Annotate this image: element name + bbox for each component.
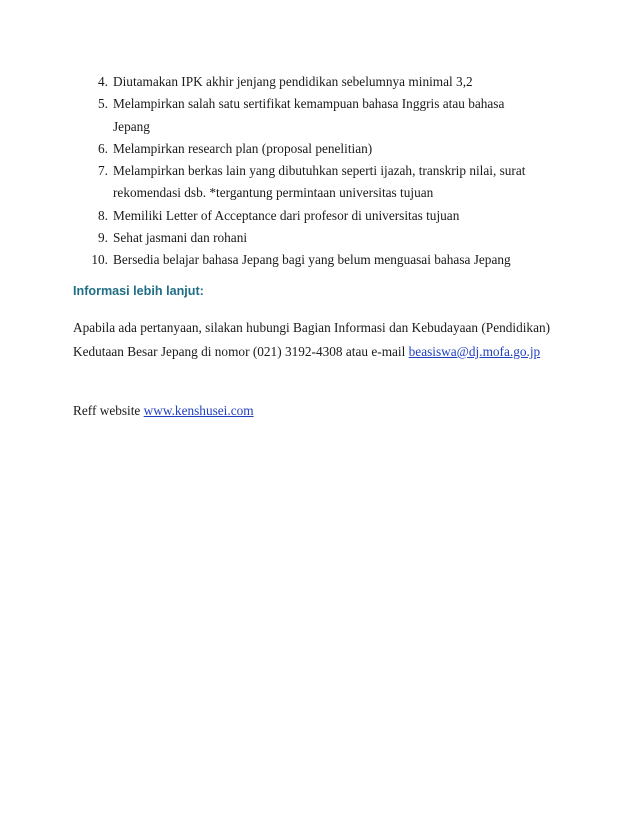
list-item (0, 160, 638, 205)
list-item-number: 8. (98, 207, 108, 223)
list-item-text: Diutamakan IPK akhir jenjang pendidikan sebelumnya minimal 3,2 (113, 74, 473, 89)
list-item (0, 71, 638, 93)
list-item-number: 5. (98, 96, 108, 112)
list-item-text: Melampirkan berkas lain yang dibutuhkan seperti ijazah, transkrip nilai, surat rekomendasi dsb. *tergantung permintaan universitas tujuan (113, 163, 526, 201)
list-item-text: Melampirkan research plan (proposal penelitian) (113, 140, 373, 156)
contact-paragraph (73, 316, 593, 364)
contact-line-1: Apabila ada pertanyaan, silakan hubungi Bagian Informasi dan Kebudayaan (Pendidikan) (73, 320, 551, 335)
website-link[interactable]: www.kenshusei.com (143, 403, 254, 418)
requirements-list (0, 71, 638, 272)
list-item-number: 10. (91, 252, 108, 268)
list-item (0, 138, 638, 160)
list-item-text: Melampirkan salah satu sertifikat kemampuan bahasa Inggris atau bahasa Jepang (113, 96, 505, 134)
list-item-text: Sehat jasmani dan rohani (113, 230, 248, 246)
list-item-text: Memiliki Letter of Acceptance dari profesor di universitas tujuan (113, 207, 460, 223)
list-item-number: 6. (98, 140, 108, 156)
list-item-number: 7. (98, 163, 108, 179)
list-item (0, 249, 638, 271)
reference-line (73, 403, 254, 419)
list-item (0, 93, 638, 138)
email-link[interactable]: beasiswa@dj.mofa.go.jp (408, 344, 541, 359)
contact-line-2-text: Kedutaan Besar Jepang di nomor (021) 3192-4308 atau e-mail (73, 344, 409, 359)
list-item (0, 205, 638, 227)
section-heading: Informasi lebih lanjut: (73, 284, 204, 298)
list-item-text: Bersedia belajar bahasa Jepang bagi yang belum menguasai bahasa Jepang (113, 252, 511, 268)
list-item-number: 9. (98, 230, 108, 246)
contact-line-2 (73, 340, 593, 364)
reference-label: Reff website (73, 403, 144, 418)
list-item (0, 227, 638, 249)
list-item-number: 4. (98, 74, 108, 89)
